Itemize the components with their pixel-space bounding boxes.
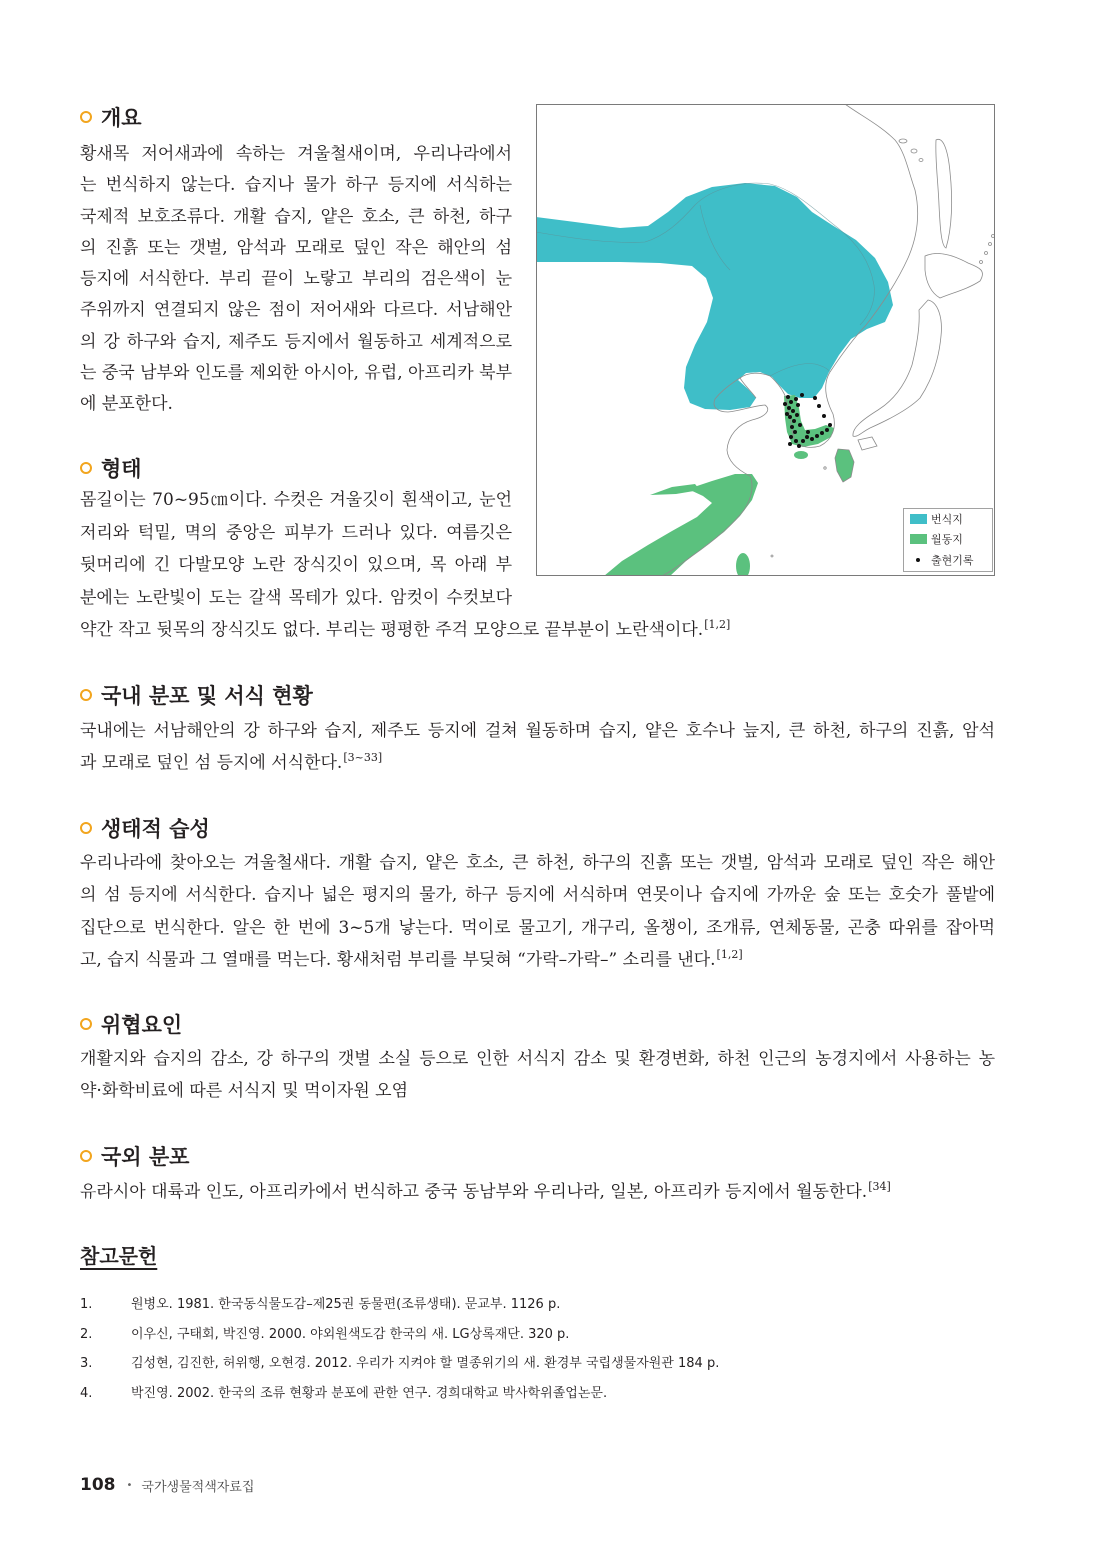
citation: [34] <box>868 1180 891 1194</box>
record-dot <box>817 404 821 408</box>
record-dot <box>825 428 829 432</box>
bullet-ring-icon <box>80 822 92 834</box>
section-heading-domestic-distribution <box>80 681 313 709</box>
record-dot <box>820 431 824 435</box>
section-heading-threats <box>80 1010 182 1038</box>
overview-paragraph <box>80 139 512 421</box>
record-dot <box>783 402 787 406</box>
citation: [1,2] <box>704 618 731 632</box>
record-dot <box>792 419 796 423</box>
island-kuril <box>980 261 983 264</box>
record-dot <box>813 396 817 400</box>
section-title: 위협요인 <box>101 1013 183 1037</box>
citation: [3~33] <box>343 751 383 765</box>
body-text-line: 에 분포한다. <box>80 394 173 415</box>
record-dot <box>787 406 791 410</box>
reference-number: 1. <box>80 1297 93 1312</box>
body-text-line: 는 번식하지 않는다. 습지나 물가 하구 등지에 서식하는 <box>80 175 512 196</box>
body-text-line: 의 진흙 또는 갯벌, 암석과 모래로 덮인 작은 해안의 섬 <box>80 237 512 258</box>
body-text-line <box>80 747 995 779</box>
book-title: 국가생물적색자료집 <box>141 1479 255 1495</box>
page-number: 108 <box>80 1475 116 1495</box>
record-dot <box>794 439 798 443</box>
record-dot <box>810 437 814 441</box>
legend-wintering-swatch <box>910 534 927 544</box>
distribution-map <box>536 104 995 576</box>
record-dot <box>789 400 793 404</box>
legend-records-dot-icon <box>916 558 920 562</box>
reference-text: 김성현, 김진한, 허위행, 오현경. 2012. 우리가 지켜야 할 멸종위기의 새. 환경부 국립생물자원관 184 p. <box>131 1356 720 1371</box>
bullet-ring-icon <box>80 1150 92 1162</box>
section-heading-overview <box>80 103 142 131</box>
section-heading-ecology <box>80 814 210 842</box>
body-text-line: 주위까지 연결되지 않은 점이 저어새와 다르다. 서남해안 <box>80 300 512 321</box>
island-small <box>771 555 773 557</box>
record-dot <box>788 442 792 446</box>
citation: [1,2] <box>716 948 743 962</box>
body-text-line: 등지에 서식한다. 부리 끝이 노랗고 부리의 검은색이 눈 <box>80 269 512 290</box>
body-text-line: 개활지와 습지의 감소, 강 하구의 갯벌 소실 등으로 인한 서식지 감소 및 환경변화, 하천 인근의 농경지에서 사용하는 농 <box>80 1049 995 1069</box>
reference-item <box>80 1325 995 1355</box>
bullet-ring-icon <box>80 689 92 701</box>
record-dot <box>790 425 794 429</box>
body-text-line: 저리와 턱밑, 멱의 중앙은 피부가 드러나 있다. 여름깃은 <box>80 522 512 543</box>
record-dot <box>800 393 804 397</box>
threats-paragraph <box>80 1043 995 1107</box>
ecology-paragraph <box>80 847 995 976</box>
record-dot <box>796 403 800 407</box>
domestic-distribution-paragraph <box>80 715 995 779</box>
legend-breeding-swatch <box>910 514 927 524</box>
reference-text: 박진영. 2002. 한국의 조류 현황과 분포에 관한 연구. 경희대학교 박사학위졸업논문. <box>131 1385 608 1401</box>
bullet-ring-icon <box>80 462 92 474</box>
legend-records-label: 출현기록 <box>931 554 974 567</box>
record-dot <box>806 430 810 434</box>
section-title: 개요 <box>101 106 142 130</box>
body-text-line: 의 섬 등지에 서식한다. 습지나 넓은 평지의 물가, 하구 등지에 서식하며 연못이나 습지에 가까운 숲 또는 호숫가 풀밭에 <box>80 885 995 906</box>
legend-wintering-label: 월동지 <box>931 533 963 546</box>
record-dot <box>805 435 809 439</box>
reference-item <box>80 1295 995 1325</box>
body-text: 고, 습지 식물과 그 열매를 먹는다. 황새처럼 부리를 부딪혀 “가락–가락–” 소리를 낸다. <box>80 949 716 970</box>
body-text-line <box>80 614 995 647</box>
record-dot <box>795 413 799 417</box>
body-text-line: 약·화학비료에 따른 서식지 및 먹이자원 오염 <box>80 1081 409 1101</box>
record-dot <box>801 439 805 443</box>
reference-number: 4. <box>80 1385 93 1401</box>
body-text-line: 의 강 하구와 습지, 제주도 등지에서 월동하고 세계적으로 <box>80 331 512 352</box>
body-text-line <box>80 944 995 976</box>
island-small <box>824 467 826 469</box>
island-small <box>919 159 923 162</box>
section-heading-overseas-distribution <box>80 1142 189 1170</box>
record-dot <box>785 412 789 416</box>
body-text-line: 우리나라에 찾아오는 겨울철새다. 개활 습지, 얕은 호소, 큰 하천, 하구의 진흙 또는 갯벌, 암석과 모래로 덮인 작은 해안 <box>80 853 995 873</box>
body-text: 약간 작고 뒷목의 장식깃도 없다. 부리는 평평한 주걱 모양으로 끝부분이 노란색이다. <box>80 620 704 640</box>
record-dot <box>797 444 801 448</box>
legend-breeding-label: 번식지 <box>931 513 963 526</box>
bullet-ring-icon <box>80 1018 92 1030</box>
references-list <box>80 1295 995 1413</box>
body-text-line <box>80 1176 995 1208</box>
bullet-ring-icon <box>80 111 92 123</box>
reference-text: 원병오. 1981. 한국동식물도감–제25권 동물편(조류생태). 문교부. 1126 p. <box>131 1297 561 1312</box>
body-text-line: 몸길이는 70~95㎝이다. 수컷은 겨울깃이 흰색이고, 눈언 <box>80 490 512 510</box>
overseas-distribution-paragraph <box>80 1176 995 1208</box>
body-text-line: 국내에는 서남해안의 강 하구와 습지, 제주도 등지에 걸쳐 월동하며 습지, 얕은 호수나 늪지, 큰 하천, 하구의 진흙, 암석 <box>80 721 995 741</box>
island-small <box>899 139 907 143</box>
section-title: 국내 분포 및 서식 현황 <box>101 684 313 708</box>
island-kuril <box>985 252 988 255</box>
section-heading-morphology <box>80 454 142 482</box>
section-title: 형태 <box>101 457 142 481</box>
map-legend <box>904 509 993 572</box>
references-heading: 참고문헌 <box>80 1244 158 1268</box>
body-text-line: 집단으로 번식한다. 알은 한 번에 3~5개 낳는다. 먹이로 물고기, 개구리, 올챙이, 조개류, 연체동물, 곤충 따위를 잡아먹 <box>80 917 995 938</box>
record-dot <box>786 395 790 399</box>
wintering-range-jeju <box>794 451 808 459</box>
reference-number: 3. <box>80 1356 93 1371</box>
record-dot <box>793 430 797 434</box>
record-dot <box>822 414 826 418</box>
island-kuril <box>989 243 992 246</box>
section-title: 국외 분포 <box>101 1145 190 1169</box>
section-title: 생태적 습성 <box>101 817 210 841</box>
footer-separator: • <box>126 1479 133 1491</box>
record-dot <box>789 435 793 439</box>
record-dot <box>798 423 802 427</box>
body-text-line: 국제적 보호조류다. 개활 습지, 얕은 호소, 큰 하천, 하구 <box>80 206 512 227</box>
record-dot <box>828 423 832 427</box>
reference-text: 이우신, 구태회, 박진영. 2000. 야외원색도감 한국의 새. LG상록재단. 320 p. <box>131 1326 570 1342</box>
body-text: 과 모래로 덮인 섬 등지에 서식한다. <box>80 753 343 773</box>
reference-item <box>80 1384 995 1414</box>
page-footer <box>80 1473 254 1497</box>
reference-number: 2. <box>80 1326 93 1342</box>
record-dot <box>794 397 798 401</box>
island-small <box>911 149 917 153</box>
body-text-line: 는 중국 남부와 인도를 제외한 아시아, 유럽, 아프리카 북부 <box>80 363 512 384</box>
record-dot <box>788 415 792 419</box>
record-dot <box>815 434 819 438</box>
body-text-line: 황새목 저어새과에 속하는 겨울철새이며, 우리나라에서 <box>80 144 512 164</box>
body-text-line: 분에는 노란빛이 도는 갈색 목테가 있다. 암컷이 수컷보다 <box>80 587 512 608</box>
reference-item <box>80 1354 995 1384</box>
body-text-line: 뒷머리에 긴 다발모양 노란 장식깃이 있으며, 목 아래 부 <box>80 555 512 575</box>
record-dot <box>791 409 795 413</box>
body-text: 유라시아 대륙과 인도, 아프리카에서 번식하고 중국 동남부와 우리나라, 일본, 아프리카 등지에서 월동한다. <box>80 1182 868 1202</box>
